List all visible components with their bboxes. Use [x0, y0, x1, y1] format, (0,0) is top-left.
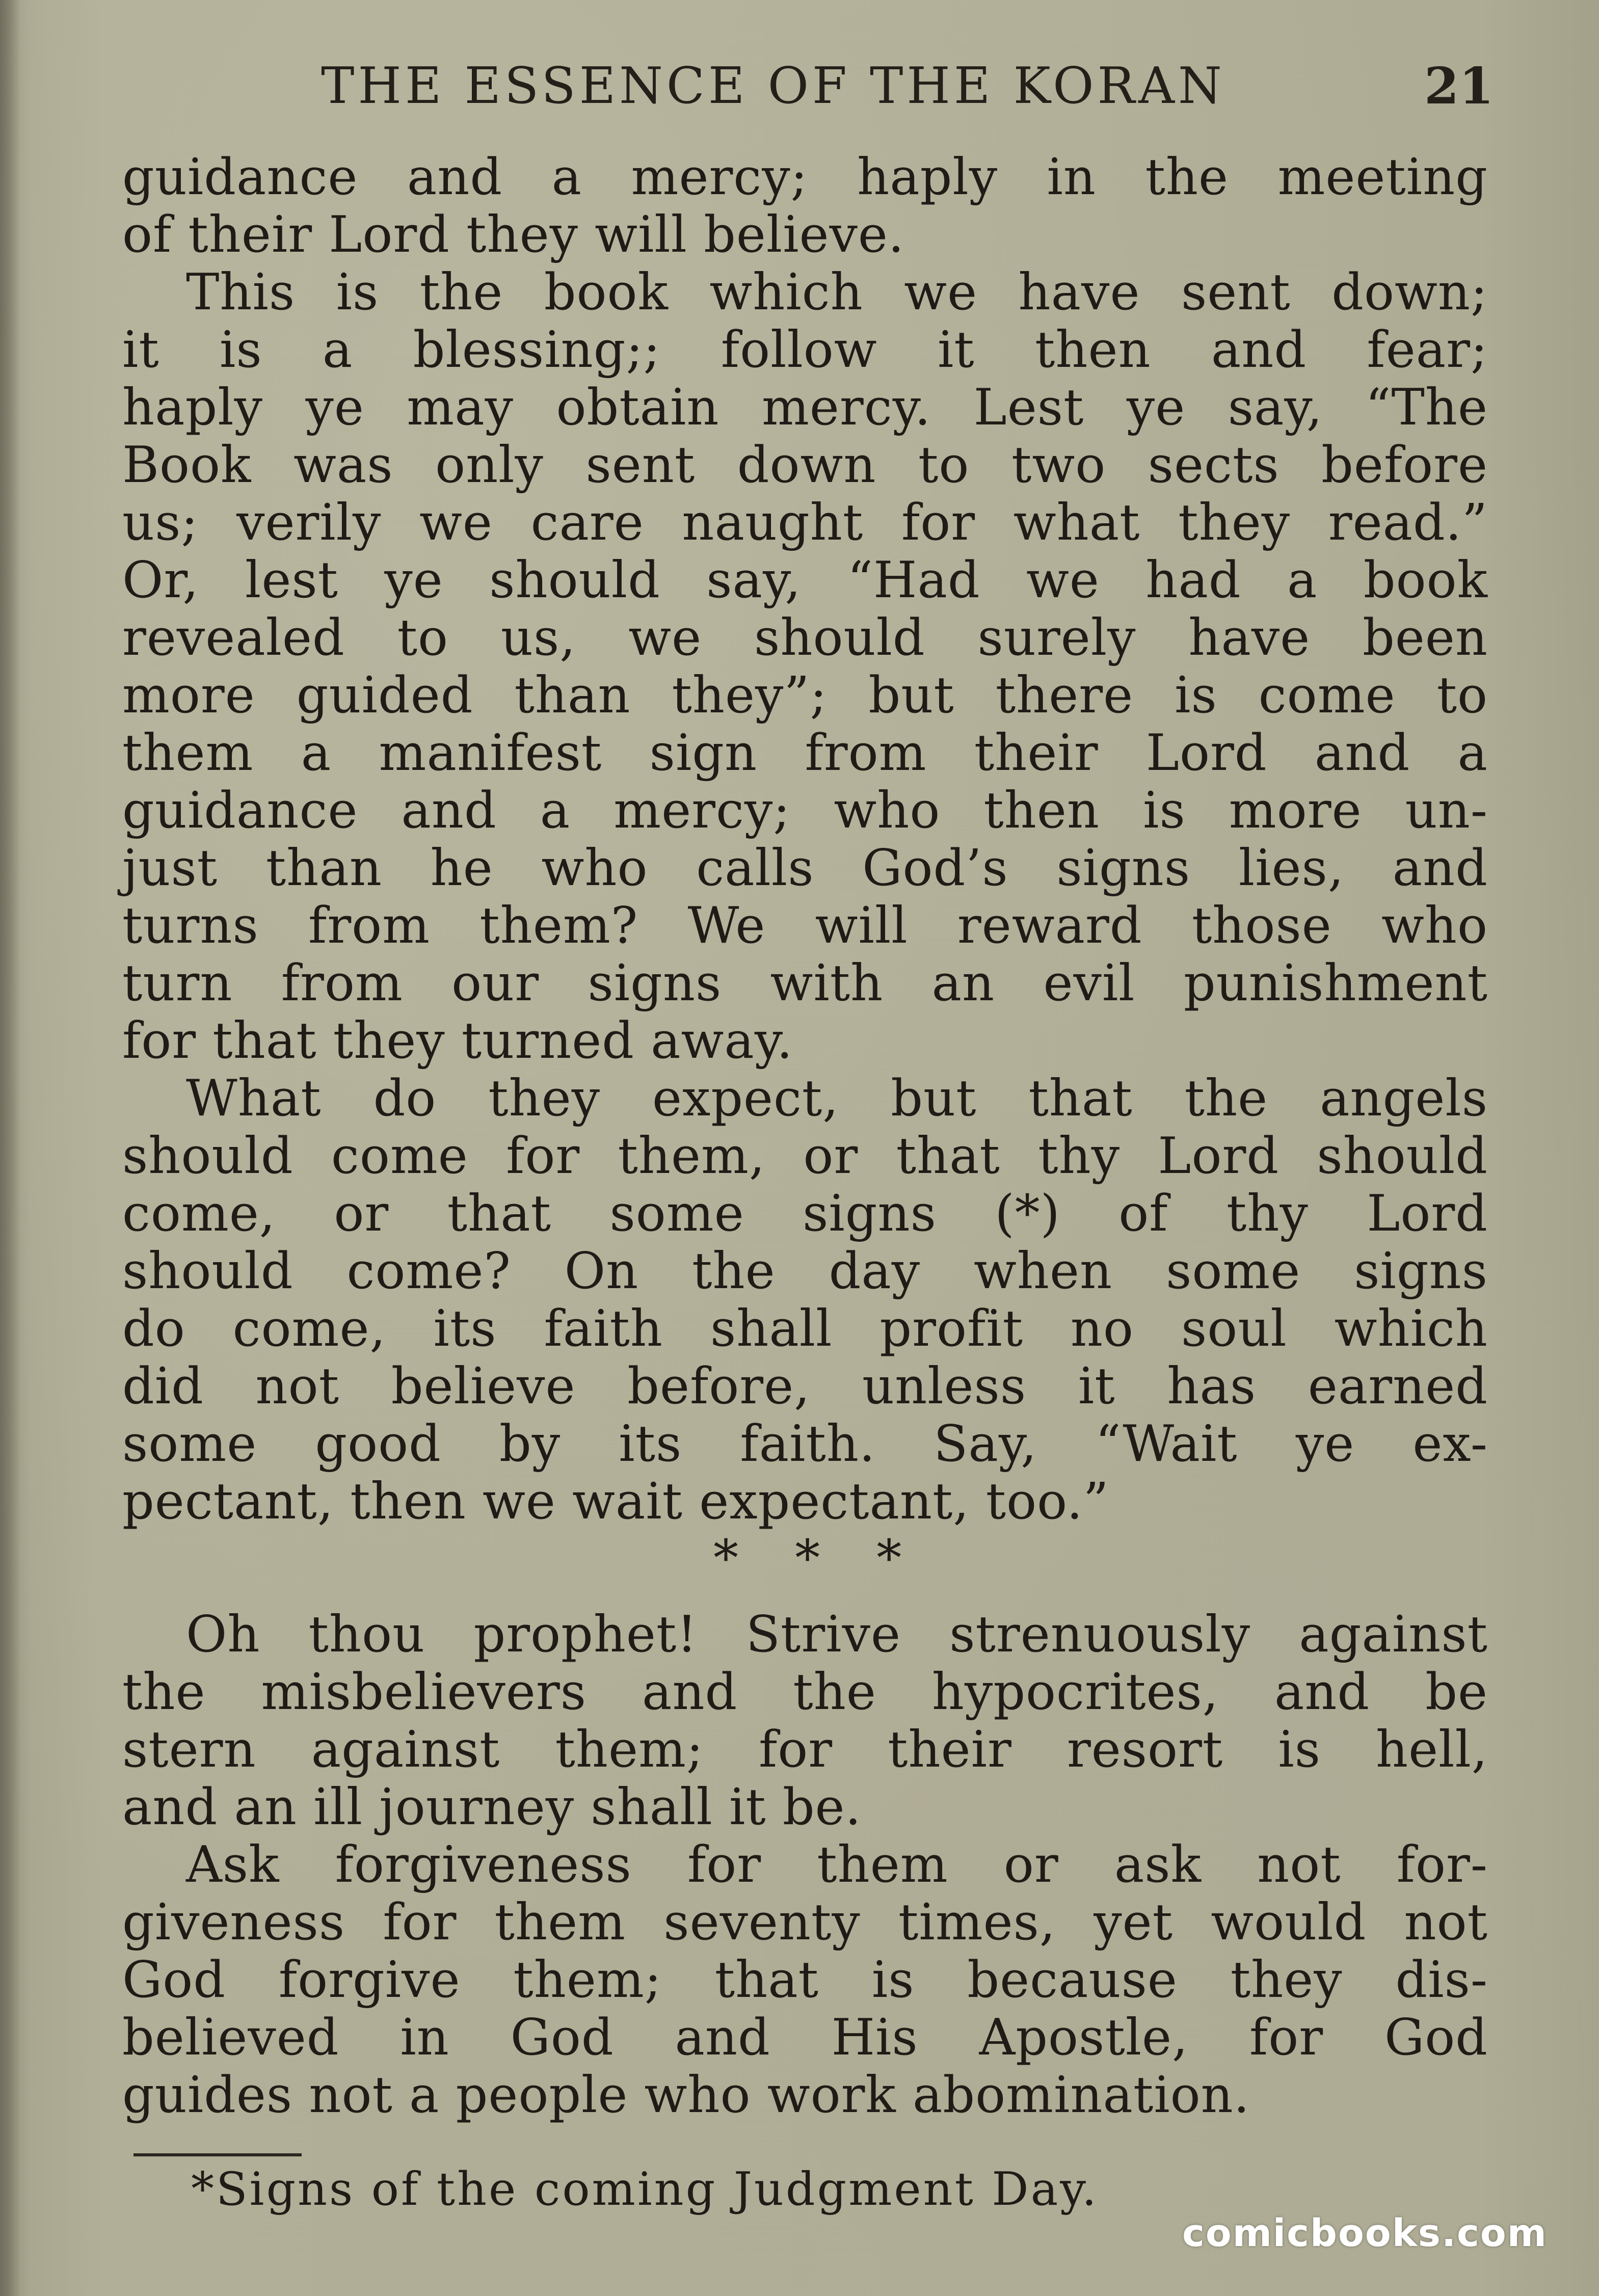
text-line: guidance and a mercy; who then is more un-	[122, 782, 1488, 840]
text-line: the misbelievers and the hypocrites, and be	[122, 1663, 1488, 1721]
text-line: This is the book which we have sent down;	[186, 263, 1488, 322]
text-line: haply ye may obtain mercy. Lest ye say, “The	[122, 379, 1488, 437]
text-line: turns from them? We will reward those who	[122, 897, 1488, 955]
text-line: did not believe before, unless it has earned	[122, 1357, 1488, 1416]
text-line: more guided than they”; but there is come to	[122, 666, 1488, 725]
text-line: Book was only sent down to two sects before	[122, 436, 1488, 494]
text-line: What do they expect, but that the angels	[186, 1070, 1488, 1128]
text-line: guides not a people who work abomination.	[122, 2066, 1250, 2124]
text-line: do come, its faith shall profit no soul which	[122, 1300, 1488, 1358]
text-line: stern against them; for their resort is hell,	[122, 1721, 1488, 1779]
section-break-asterisks: * * *	[713, 1530, 922, 1588]
text-line: giveness for them seventy times, yet would not	[122, 1893, 1488, 1952]
text-line: guidance and a mercy; haply in the meeting	[122, 148, 1488, 206]
text-line: of their Lord they will believe.	[122, 206, 905, 264]
page-left-edge-shadow	[0, 0, 20, 2296]
body-text	[122, 149, 1488, 2124]
text-line: us; verily we care naught for what they read.”	[122, 494, 1488, 552]
text-line: revealed to us, we should surely have been	[122, 609, 1488, 667]
text-line: Ask forgiveness for them or ask not for-	[186, 1836, 1488, 1894]
text-line: for that they turned away.	[122, 1012, 793, 1070]
text-line: and an ill journey shall it be.	[122, 1778, 862, 1836]
text-line: just than he who calls God’s signs lies, and	[122, 839, 1488, 897]
footnote: *Signs of the coming Judgment Day.	[191, 2162, 1099, 2216]
footnote-rule	[134, 2153, 302, 2156]
text-line: Oh thou prophet! Strive strenuously against	[186, 1606, 1488, 1664]
text-line: it is a blessing;; follow it then and fear;	[122, 321, 1488, 379]
text-line: should come? On the day when some signs	[122, 1242, 1488, 1300]
text-line: them a manifest sign from their Lord and a	[122, 724, 1488, 782]
text-line: Or, lest ye should say, “Had we had a book	[122, 551, 1488, 609]
text-line: pectant, then we wait expectant, too.”	[122, 1473, 1109, 1531]
text-line: come, or that some signs (*) of thy Lord	[122, 1185, 1488, 1243]
page-number: 21	[1424, 57, 1494, 116]
text-line: God forgive them; that is because they dis-	[122, 1951, 1488, 2009]
running-head: THE ESSENCE OF THE KORAN	[321, 57, 1225, 115]
section-spacer	[122, 1587, 1488, 1606]
text-line: some good by its faith. Say, “Wait ye ex-	[122, 1415, 1488, 1473]
text-line: turn from our signs with an evil punishment	[122, 954, 1488, 1012]
text-line: should come for them, or that thy Lord should	[122, 1127, 1488, 1185]
text-line: believed in God and His Apostle, for God	[122, 2009, 1488, 2067]
watermark: comicbooks.com	[1182, 2211, 1548, 2255]
